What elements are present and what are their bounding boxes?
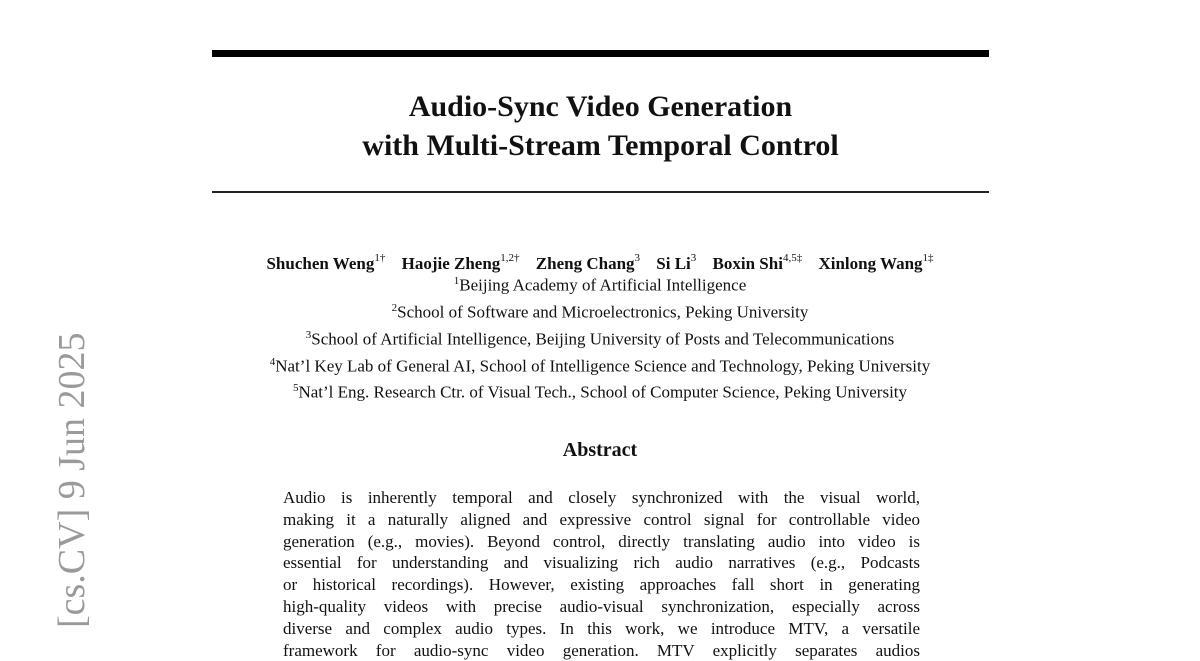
abstract-body <box>283 487 920 661</box>
author: Si Li$^3$ <box>656 252 697 273</box>
author: Zheng Chang$^3$ <box>535 252 641 273</box>
author: Haojie Zheng$^{1,2\dagger}$ <box>401 252 520 273</box>
author: Xinlong Wang$^{1\ddagger}$ <box>818 252 934 273</box>
affiliation: $^5$Nat’l Eng. Research Ctr. of Visual Tech., School of Computer Science, Peking University <box>292 382 908 403</box>
author: Boxin Shi$^{4,5\ddagger}$ <box>712 252 803 273</box>
arxiv-stamp: [cs.CV] 9 Jun 2025 <box>51 332 93 628</box>
title-top-rule <box>212 50 989 57</box>
abstract-line: framework for audio-sync video generation. MTV explicitly separates audios <box>283 640 920 660</box>
affiliation-list <box>150 270 1050 404</box>
affiliation: $^2$School of Software and Microelectronics, Peking University <box>391 301 809 322</box>
paper-title <box>212 87 989 165</box>
title-line-1: Audio-Sync Video Generation <box>408 90 793 123</box>
affiliation: $^1$Beijing Academy of Artificial Intelligence <box>453 275 747 295</box>
abstract-line: Audio is inherently temporal and closely synchronized with the visual world, <box>283 488 920 507</box>
abstract-heading: Abstract <box>562 439 638 461</box>
abstract-line: or historical recordings). However, existing approaches fall short in generating <box>283 575 920 595</box>
affiliation: $^3$School of Artificial Intelligence, Beijing University of Posts and Telecommunications <box>305 328 895 349</box>
abstract-line: generation (e.g., movies). Beyond control, directly translating audio into video is <box>283 531 920 551</box>
affiliation: $^4$Nat’l Key Lab of General AI, School of Intelligence Science and Technology, Peking University <box>269 355 931 376</box>
title-bottom-rule <box>212 191 989 193</box>
author: Shuchen Weng$^{1\dagger}$ <box>266 252 386 273</box>
abstract-line: essential for understanding and visualizing rich audio narratives (e.g., Podcasts <box>283 553 920 573</box>
abstract-line: diverse and complex audio types. In this work, we introduce MTV, a versatile <box>283 618 920 638</box>
title-line-2: with Multi-Stream Temporal Control <box>362 129 839 162</box>
abstract-line: making it a naturally aligned and expressive control signal for controllable video <box>283 509 920 529</box>
abstract-line: high-quality videos with precise audio-visual synchronization, especially across <box>283 596 920 616</box>
